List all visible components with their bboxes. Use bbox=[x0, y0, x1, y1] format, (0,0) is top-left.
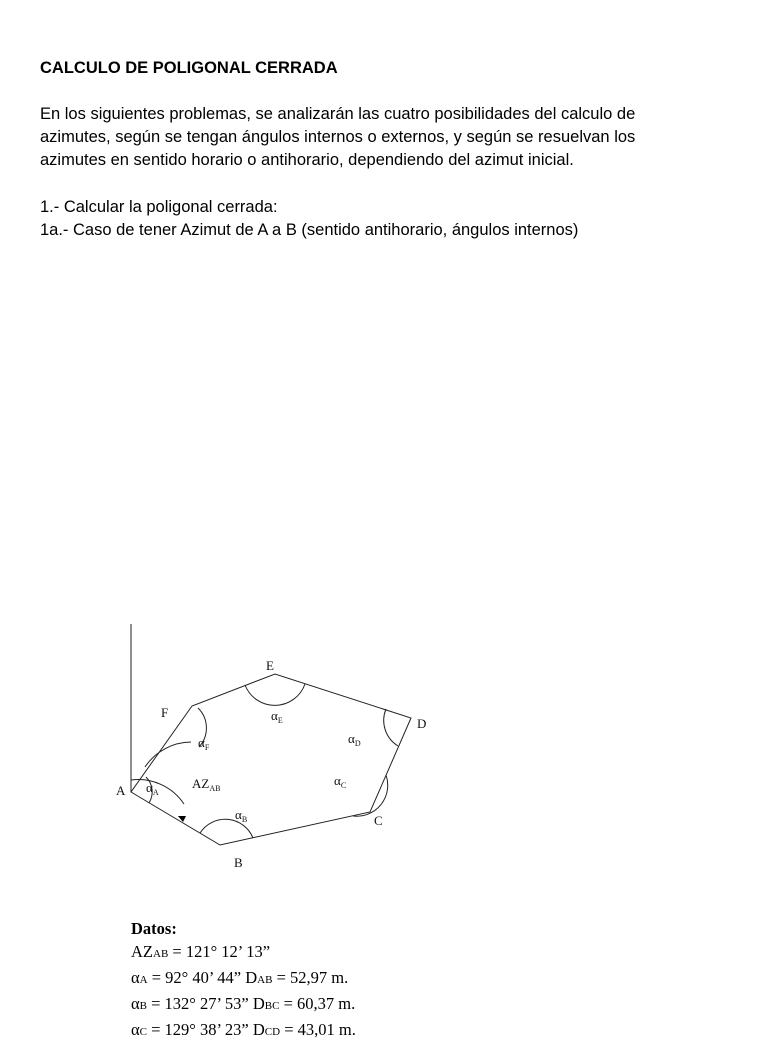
data-row bbox=[131, 992, 356, 1018]
dist-sub: BC bbox=[264, 1000, 280, 1012]
angle-label-c: $\alpha_C$ bbox=[334, 773, 347, 790]
azimuth-label: $AZ_{AB}$ bbox=[192, 776, 221, 793]
az-sub: AB bbox=[153, 948, 169, 960]
dist-prefix: D bbox=[252, 1020, 265, 1039]
az-value: = 121° 12’ 13” bbox=[168, 942, 271, 961]
angle-value: = 132° 27’ 53” bbox=[147, 994, 253, 1013]
vertex-label-f: F bbox=[161, 705, 169, 720]
angle-label-d: $\alpha_D$ bbox=[348, 731, 361, 748]
dist-prefix: D bbox=[252, 994, 265, 1013]
angle-symbol: α bbox=[131, 1020, 140, 1039]
data-section bbox=[131, 917, 356, 1044]
problem-line: 1.- Calcular la poligonal cerrada: bbox=[40, 198, 278, 216]
intro-line: En los siguientes problemas, se analizarán las cuatro posibilidades del calculo de bbox=[40, 105, 636, 123]
closed-traverse bbox=[131, 674, 411, 845]
vertex-label-c: C bbox=[374, 813, 383, 828]
dist-sub: CD bbox=[264, 1026, 281, 1038]
angle-sub: A bbox=[139, 974, 148, 986]
document-title: CALCULO DE POLIGONAL CERRADA bbox=[40, 59, 338, 77]
angle-arc-e bbox=[245, 684, 305, 705]
data-row bbox=[131, 1018, 356, 1044]
vertex-label-b: B bbox=[234, 855, 243, 870]
angle-symbol: α bbox=[131, 994, 140, 1013]
polygon-figure bbox=[105, 612, 445, 877]
vertex-label-e: E bbox=[266, 658, 274, 673]
angle-sub: B bbox=[139, 1000, 147, 1012]
az-prefix: AZ bbox=[131, 942, 153, 961]
intro-line: azimutes, según se tengan ángulos internos o externos, y según se resuelvan los bbox=[40, 128, 636, 146]
polygon-diagram bbox=[105, 612, 445, 877]
dist-value: = 52,97 m. bbox=[272, 968, 349, 987]
angle-label-f: $\alpha_F$ bbox=[198, 735, 210, 752]
angle-sub: C bbox=[139, 1026, 147, 1038]
dist-value: = 43,01 m. bbox=[280, 1020, 356, 1039]
angle-label-a: $\alpha_A$ bbox=[146, 780, 159, 797]
azimuth-row bbox=[131, 940, 356, 966]
dist-sub: AB bbox=[257, 974, 273, 986]
angle-value: = 92° 40’ 44” bbox=[147, 968, 246, 987]
dist-prefix: D bbox=[245, 968, 258, 987]
angle-arc-d bbox=[384, 709, 398, 746]
data-row bbox=[131, 966, 356, 992]
intro-paragraph bbox=[40, 103, 730, 172]
angle-symbol: α bbox=[131, 968, 140, 987]
data-header: Datos: bbox=[131, 919, 177, 938]
vertex-label-a: A bbox=[116, 783, 126, 798]
angle-label-e: $\alpha_E$ bbox=[271, 708, 283, 725]
case-line: 1a.- Caso de tener Azimut de A a B (sentido antihorario, ángulos internos) bbox=[40, 221, 579, 239]
angle-label-b: $\alpha_B$ bbox=[235, 807, 248, 824]
problem-statement bbox=[40, 196, 578, 242]
angle-value: = 129° 38’ 23” bbox=[147, 1020, 253, 1039]
intro-line: azimutes en sentido horario o antihorario, dependiendo del azimut inicial. bbox=[40, 151, 574, 169]
vertex-label-d: D bbox=[417, 716, 427, 731]
dist-value: = 60,37 m. bbox=[279, 994, 356, 1013]
